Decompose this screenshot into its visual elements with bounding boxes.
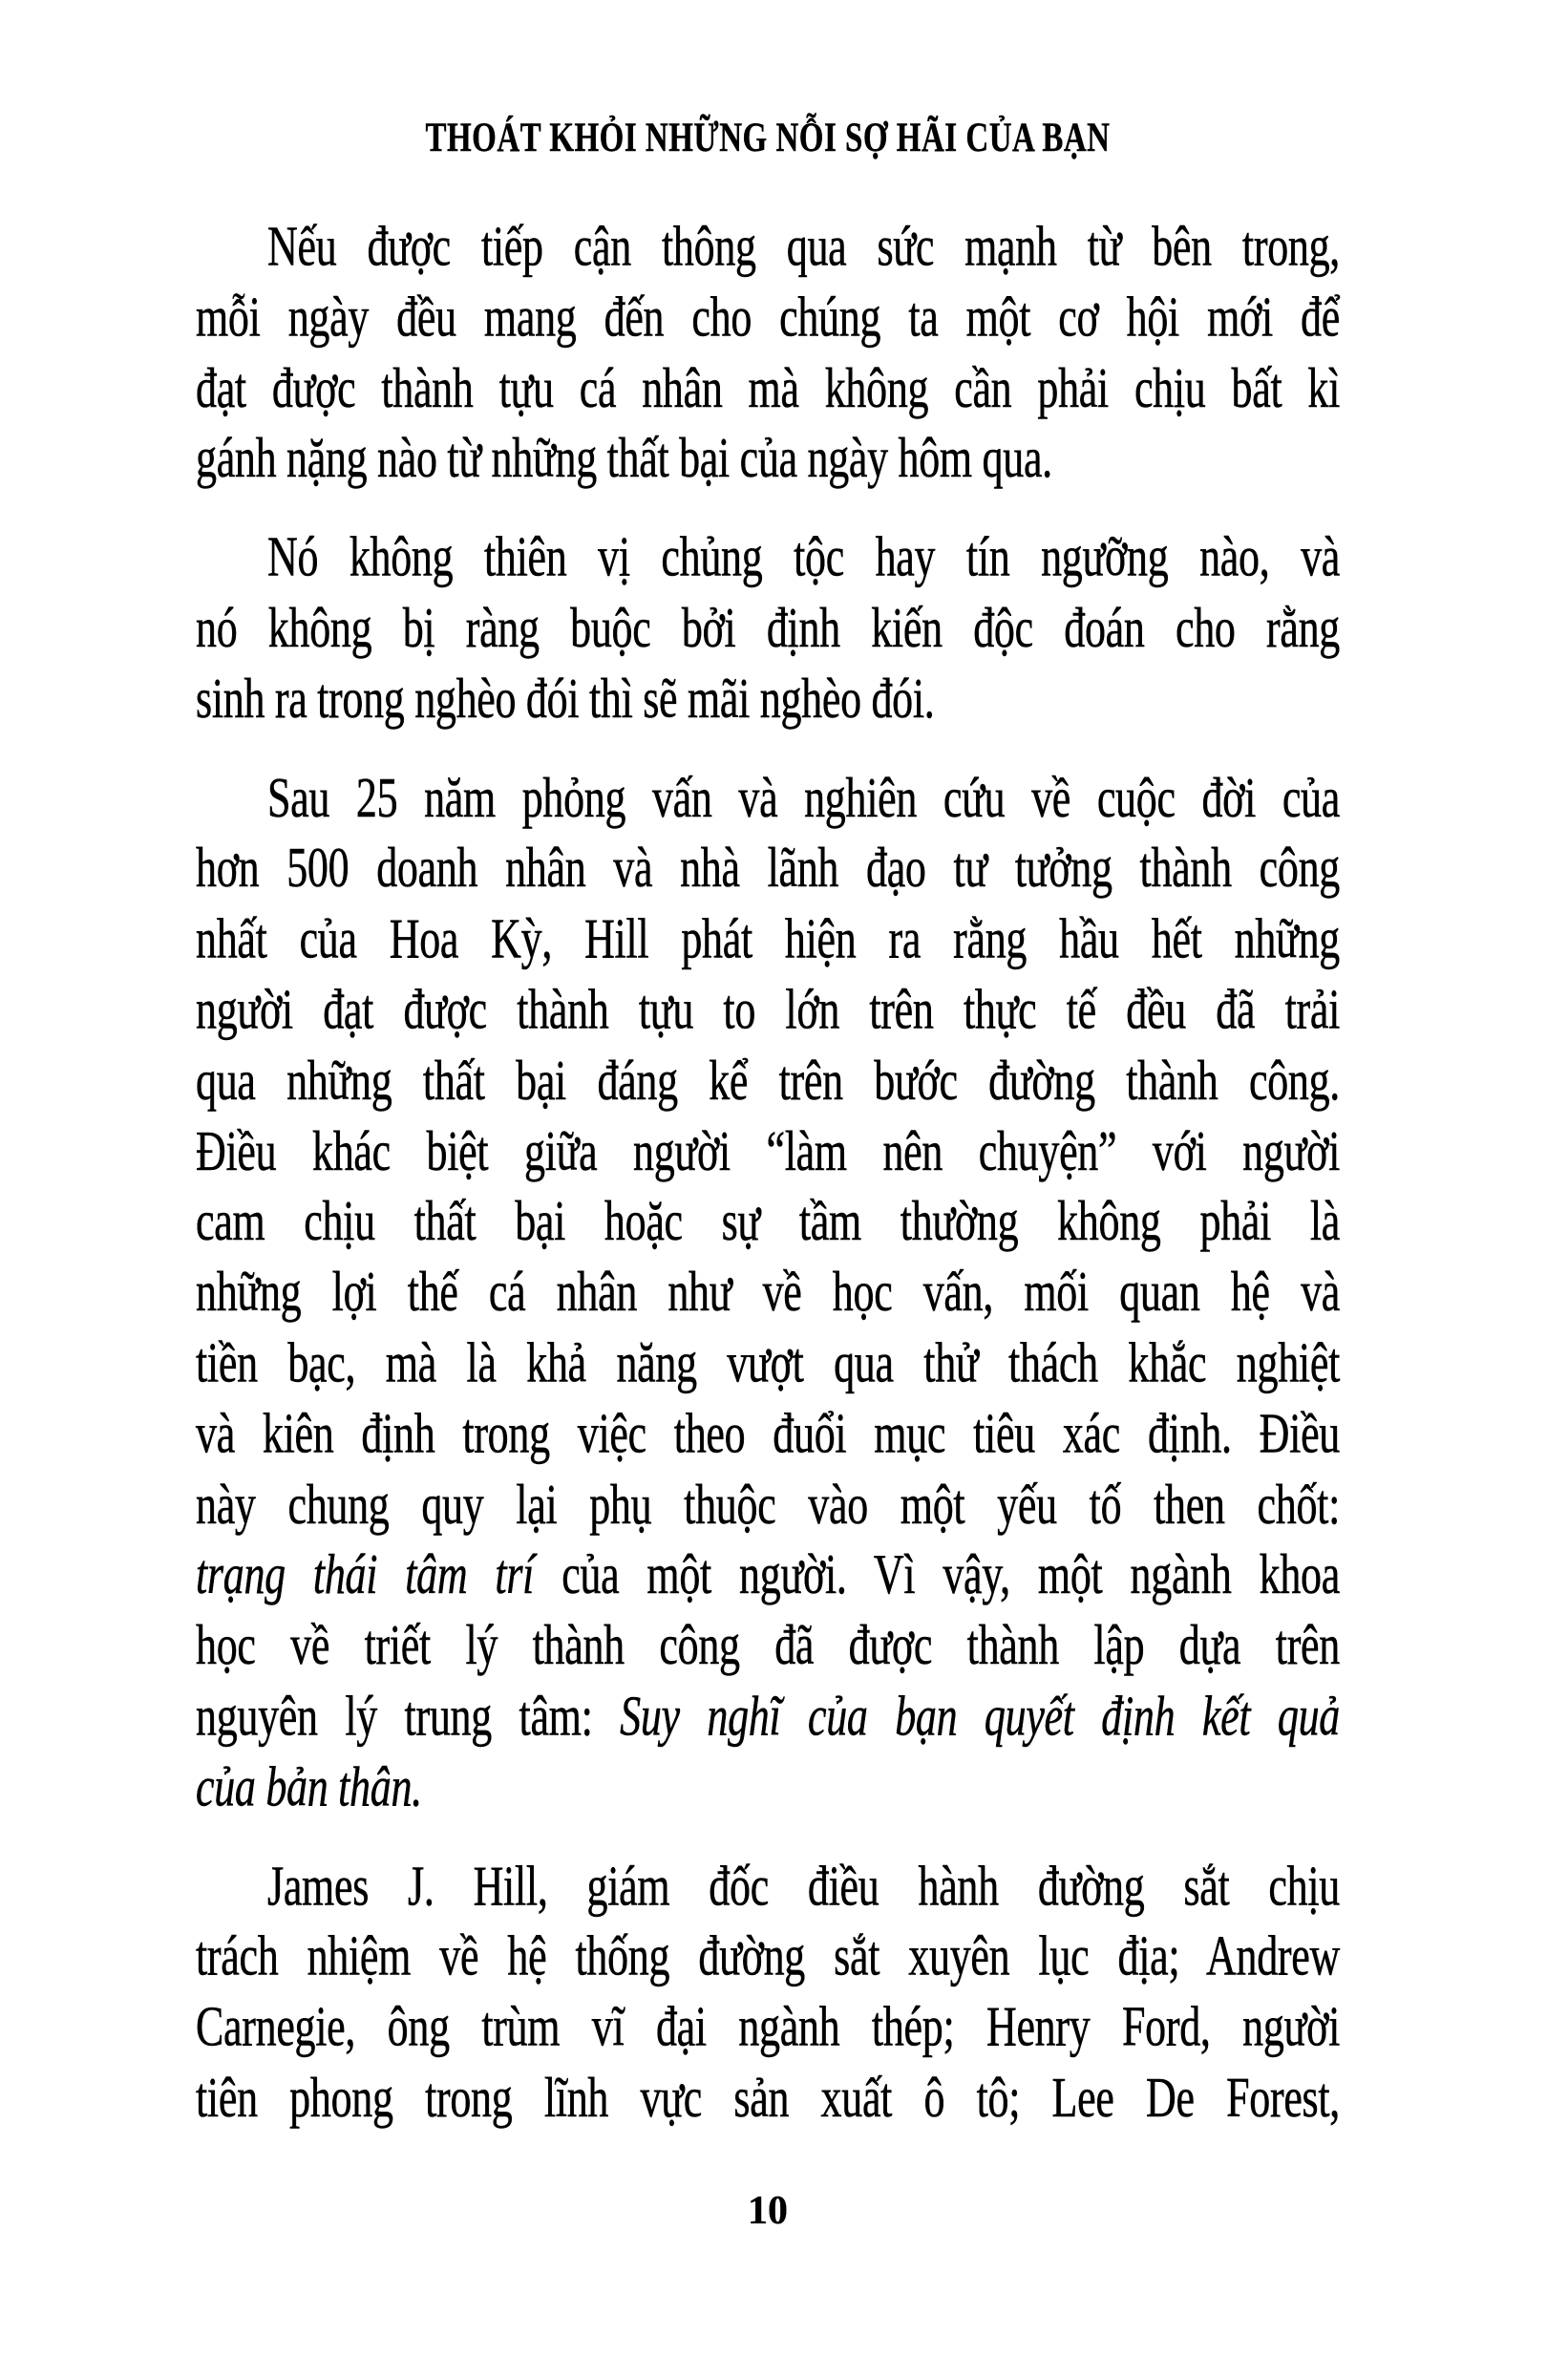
text-line [196, 1187, 1340, 1258]
text-line [196, 763, 1340, 834]
text-run: Nếu được tiếp cận thông qua sức mạnh từ bên trong, [267, 214, 1340, 278]
text-run: nó không bị ràng buộc bởi định kiến độc đoán cho rằng [196, 596, 1340, 660]
text-run: học về triết lý thành công đã được thành lập dựa trên [196, 1613, 1340, 1677]
text-line [196, 424, 1340, 495]
text-run: Nó không thiên vị chủng tộc hay tín ngưỡng nào, và [267, 525, 1340, 589]
text-line [196, 1753, 1340, 1823]
text-line [196, 1923, 1340, 1993]
text-line [196, 834, 1340, 904]
italic-text-run: trạng thái tâm trí [196, 1542, 535, 1606]
text-line [196, 1611, 1340, 1682]
text-run: qua những thất bại đáng kể trên bước đường thành công. [196, 1048, 1340, 1112]
text-line [196, 1852, 1340, 1923]
text-line [196, 1993, 1340, 2064]
paragraph [196, 212, 1340, 495]
text-line [196, 1328, 1340, 1399]
body-text [196, 212, 1340, 2134]
text-run: những lợi thế cá nhân như về học vấn, mối quan hệ và [196, 1260, 1340, 1324]
text-line [196, 1046, 1340, 1116]
paragraph [196, 763, 1340, 1823]
text-line [196, 2063, 1340, 2134]
text-run: trách nhiệm về hệ thống đường sắt xuyên lục địa; Andrew [196, 1924, 1340, 1988]
text-run: tiền bạc, mà là khả năng vượt qua thử thách khắc nghiệt [196, 1330, 1340, 1394]
text-line [196, 904, 1340, 975]
text-line [196, 283, 1340, 353]
text-line [196, 1470, 1340, 1540]
text-run: James J. Hill, giám đốc điều hành đường sắt chịu [267, 1854, 1340, 1918]
text-run: sinh ra trong nghèo đói thì sẽ mãi nghèo đói. [196, 667, 935, 731]
text-run: đạt được thành tựu cá nhân mà không cần phải chịu bất kì [196, 355, 1340, 419]
text-line [196, 1258, 1340, 1328]
text-run: này chung quy lại phụ thuộc vào một yếu tố then chốt: [196, 1472, 1340, 1536]
text-line [196, 665, 1340, 735]
text-line [196, 212, 1340, 283]
text-run: của một người. Vì vậy, một ngành khoa [534, 1542, 1340, 1606]
text-line [196, 1540, 1340, 1611]
text-line [196, 1399, 1340, 1470]
page-number: 10 [748, 2189, 788, 2233]
running-head: THOÁT KHỎI NHỮNG NỖI SỢ HÃI CỦA BẠN [425, 116, 1111, 161]
text-line [196, 594, 1340, 665]
text-run: hơn 500 doanh nhân và nhà lãnh đạo tư tưởng thành công [196, 836, 1340, 901]
text-run: nhất của Hoa Kỳ, Hill phát hiện ra rằng hầu hết những [196, 906, 1340, 971]
text-run: tiên phong trong lĩnh vực sản xuất ô tô; Lee De Forest, [196, 2066, 1340, 2130]
text-line [196, 523, 1340, 594]
text-run: và kiên định trong việc theo đuổi mục tiêu xác định. Điều [196, 1401, 1340, 1465]
text-run: mỗi ngày đều mang đến cho chúng ta một cơ hội mới để [196, 285, 1340, 349]
text-run: gánh nặng nào từ những thất bại của ngày hôm qua. [196, 426, 1052, 490]
text-line [196, 353, 1340, 424]
text-run: cam chịu thất bại hoặc sự tầm thường không phải là [196, 1189, 1340, 1253]
italic-text-run: Suy nghĩ của bạn quyết định kết quả [620, 1684, 1340, 1748]
paragraph [196, 1852, 1340, 2135]
text-line [196, 1116, 1340, 1187]
text-line [196, 975, 1340, 1046]
text-run: Sau 25 năm phỏng vấn và nghiên cứu về cuộc đời của [267, 765, 1340, 830]
text-run: người đạt được thành tựu to lớn trên thực tế đều đã trải [196, 977, 1340, 1042]
paragraph [196, 523, 1340, 735]
text-run: Carnegie, ông trùm vĩ đại ngành thép; Henry Ford, người [196, 1995, 1340, 2059]
text-line [196, 1682, 1340, 1753]
italic-text-run: của bản thân. [196, 1754, 422, 1818]
text-run: Điều khác biệt giữa người “làm nên chuyện” với người [196, 1118, 1340, 1182]
text-run: nguyên lý trung tâm: [196, 1684, 621, 1748]
